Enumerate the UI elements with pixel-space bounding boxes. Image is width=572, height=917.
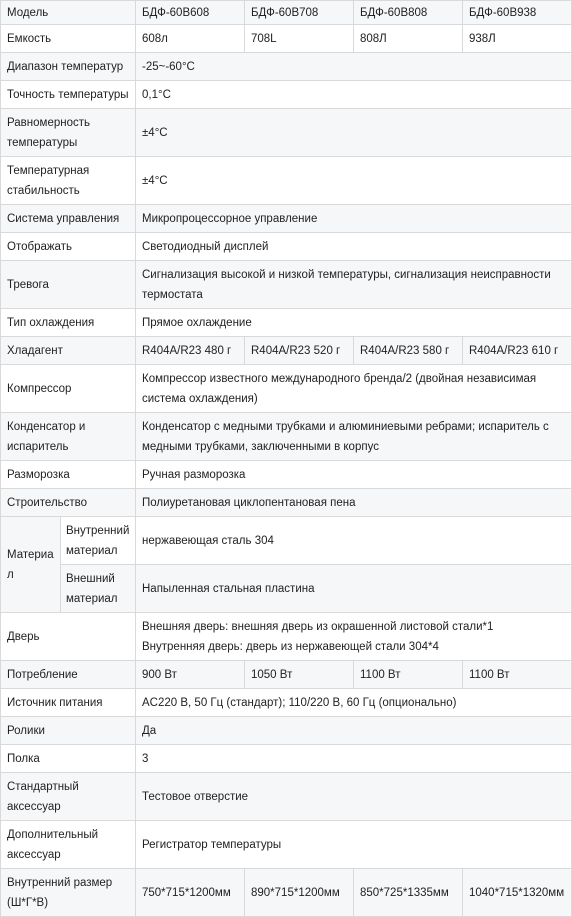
row-control [1,205,572,233]
size-cell: 1040*715*1320мм [463,869,572,917]
row-value: -25~-60°C [136,53,572,81]
capacity-cell: 708L [245,25,354,53]
row-label: Компрессор [1,365,136,413]
row-condenser [1,413,572,461]
row-defrost [1,461,572,489]
size-cell: 750*715*1200мм [136,869,245,917]
capacity-cell: 938Л [463,25,572,53]
row-label: Дополнительный аксессуар [1,821,136,869]
consumption-cell: 1100 Вт [463,661,572,689]
capacity-cell: 808Л [354,25,463,53]
row-display [1,233,572,261]
row-label: Дверь [1,613,136,661]
row-label: Стандартный аксессуар [1,773,136,821]
row-casters [1,717,572,745]
capacity-cell: 608л [136,25,245,53]
row-value: нержавеющая сталь 304 [136,517,572,565]
row-value: Полиуретановая циклопентановая пена [136,489,572,517]
row-material-outer [1,565,572,613]
sub-label: Внешний материал [61,565,136,613]
row-label: Точность температуры [1,81,136,109]
row-value: ±4°C [136,157,572,205]
size-cell: 850*725*1335мм [354,869,463,917]
row-alarm [1,261,572,309]
row-material-inner [1,517,572,565]
model-cell: БДФ-60В938 [463,1,572,25]
model-cell: БДФ-60В708 [245,1,354,25]
row-temp-range [1,53,572,81]
size-cell: 890*715*1200мм [245,869,354,917]
model-cell: БДФ-60В608 [136,1,245,25]
sub-label: Внутренний материал [61,517,136,565]
consumption-cell: 900 Вт [136,661,245,689]
row-refrigerant [1,337,572,365]
row-value: Напыленная стальная пластина [136,565,572,613]
refrigerant-cell: R404A/R23 610 г [463,337,572,365]
row-value: Микропроцессорное управление [136,205,572,233]
row-label: Диапазон температур [1,53,136,81]
row-value: 0,1°C [136,81,572,109]
row-model [1,1,572,25]
row-value: AC220 В, 50 Гц (стандарт); 110/220 В, 60 Гц (опционально) [136,689,572,717]
row-value: Прямое охлаждение [136,309,572,337]
row-std-accessory [1,773,572,821]
row-construction [1,489,572,517]
row-temp-stability [1,157,572,205]
row-value: Да [136,717,572,745]
row-cooling [1,309,572,337]
row-value: Сигнализация высокой и низкой температуры, сигнализация неисправности термостата [136,261,572,309]
door-outer-text: Внешняя дверь: внешняя дверь из окрашенной листовой стали*1 [142,620,494,633]
row-label: Источник питания [1,689,136,717]
refrigerant-cell: R404A/R23 580 г [354,337,463,365]
refrigerant-cell: R404A/R23 520 г [245,337,354,365]
row-label: Внутренний размер (Ш*Г*В) [1,869,136,917]
row-temp-accuracy [1,81,572,109]
model-cell: БДФ-60В808 [354,1,463,25]
row-label: Тревога [1,261,136,309]
row-value: Регистратор температуры [136,821,572,869]
row-capacity [1,25,572,53]
row-power [1,689,572,717]
consumption-cell: 1050 Вт [245,661,354,689]
row-label: Ролики [1,717,136,745]
row-label: Тип охлаждения [1,309,136,337]
row-label: Потребление [1,661,136,689]
refrigerant-cell: R404A/R23 480 г [136,337,245,365]
row-label: Температурная стабильность [1,157,136,205]
row-value: Тестовое отверстие [136,773,572,821]
row-door [1,613,572,661]
row-label: Материал [1,517,61,613]
row-value: Ручная разморозка [136,461,572,489]
row-label: Отображать [1,233,136,261]
row-consumption [1,661,572,689]
consumption-cell: 1100 Вт [354,661,463,689]
row-label: Равномерность температуры [1,109,136,157]
row-label: Система управления [1,205,136,233]
row-value: ±4°C [136,109,572,157]
row-compressor [1,365,572,413]
row-label: Разморозка [1,461,136,489]
row-value: Конденсатор с медными трубками и алюминиевыми ребрами; испаритель с медными трубками, заключенными в корпус [136,413,572,461]
row-value [136,613,572,661]
row-label: Строительство [1,489,136,517]
door-inner-text: Внутренняя дверь: дверь из нержавеющей стали 304*4 [142,640,439,653]
row-label: Модель [1,1,136,25]
row-opt-accessory [1,821,572,869]
row-value: 3 [136,745,572,773]
row-inner-size [1,869,572,917]
row-label: Хладагент [1,337,136,365]
row-shelf [1,745,572,773]
row-label: Полка [1,745,136,773]
row-value: Компрессор известного международного бренда/2 (двойная независимая система охлаждения) [136,365,572,413]
row-temp-uniformity [1,109,572,157]
row-value: Светодиодный дисплей [136,233,572,261]
row-label: Конденсатор и испаритель [1,413,136,461]
row-label: Емкость [1,25,136,53]
